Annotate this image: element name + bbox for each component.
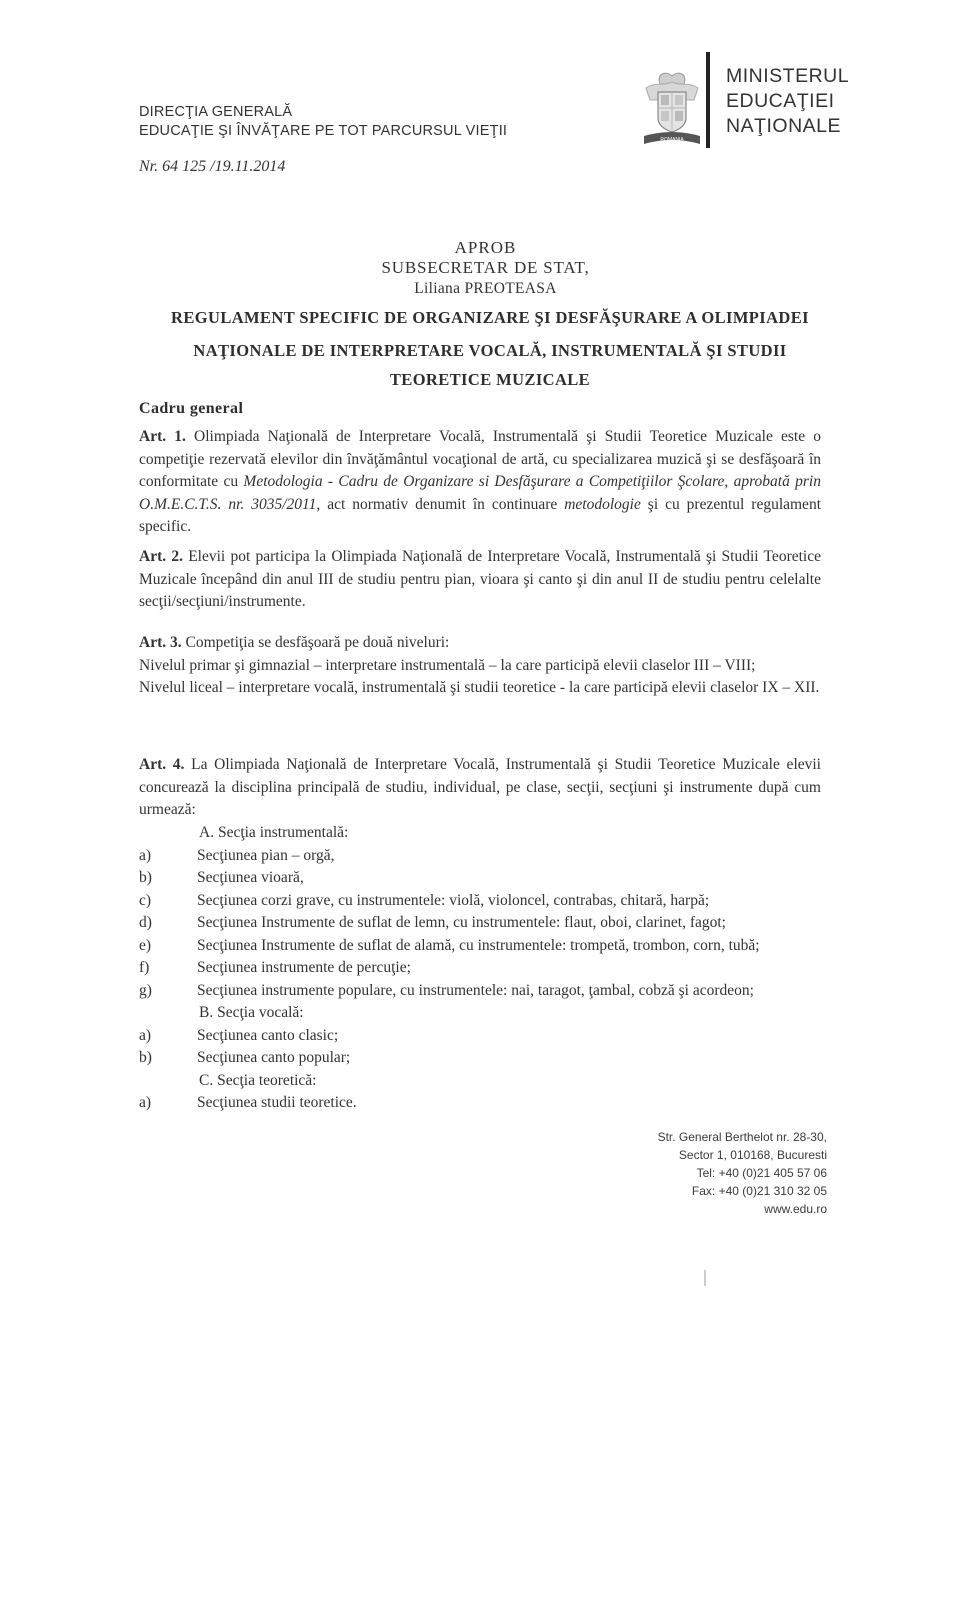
address-phone: Tel: +40 (0)21 405 57 06 bbox=[696, 1166, 827, 1180]
article-text: Elevii pot participa la Olimpiada Naţională de Interpretare Vocală, Instrumentală şi Studii Teoretice Muzicale începând din anul III de studiu pentru pian, vioara şi canto şi din anul II de studiu pentru celelalte secţii/secţiuni/instrumente. bbox=[139, 548, 821, 610]
list-item-label: d) bbox=[139, 914, 152, 931]
section-b-heading: B. Secţia vocală: bbox=[199, 1004, 304, 1021]
approval-title: SUBSECRETAR DE STAT, bbox=[381, 258, 590, 277]
list-item-text: Secţiunea vioară, bbox=[197, 869, 304, 886]
list-item bbox=[139, 867, 821, 890]
address-sector: Sector 1, 010168, Bucuresti bbox=[678, 1148, 827, 1162]
list-item bbox=[139, 1092, 821, 1115]
list-item-text: Secţiunea pian – orgă, bbox=[197, 846, 335, 864]
ministry-address bbox=[658, 1128, 827, 1218]
article-4 bbox=[139, 754, 821, 822]
article-2 bbox=[139, 546, 821, 614]
list-item-label: g) bbox=[139, 981, 152, 999]
article-text: , act normativ denumit în continuare bbox=[316, 495, 565, 513]
directorate-name bbox=[139, 103, 507, 141]
approval-signatory: Liliana PREOTEASA bbox=[414, 280, 557, 297]
list-item bbox=[139, 890, 821, 913]
article-label: Art. 1. bbox=[139, 428, 186, 445]
directorate-line-1: DIRECŢIA GENERALĂ bbox=[139, 104, 293, 120]
coat-of-arms-icon bbox=[640, 66, 704, 150]
address-street: Str. General Berthelot nr. 28-30, bbox=[657, 1130, 827, 1144]
article-label: Art. 2. bbox=[139, 548, 183, 565]
list-item-text: Secţiunea instrumente de percuţie; bbox=[197, 959, 411, 976]
list-item-text: Secţiunea Instrumente de suflat de alamă, cu instrumentele: trompetă, trombon, corn, tubă; bbox=[197, 936, 760, 954]
list-item-label: a) bbox=[139, 1026, 152, 1044]
list-item-label: b) bbox=[139, 1049, 152, 1066]
scan-mark bbox=[704, 1270, 706, 1286]
article-3 bbox=[139, 632, 821, 700]
article-text: La Olimpiada Naţională de Interpretare Vocală, Instrumentală şi Studii Teoretice Muzicale elevii concurează la disciplina principală de studiu, individual, pe clase, secţii, secţiuni şi instrumente după cum urmează: bbox=[139, 756, 821, 818]
list-item bbox=[139, 980, 821, 1003]
article-text: Olimpiada Naţională de Interpretare Vocală, Instrumentală şi Studii Teoretice Muzicale este o competiţie rezervată elevilor din învăţământul vocaţional de artă, cu specializarea muzică şi se desfăşoară în conformitate cu bbox=[139, 428, 821, 490]
ministry-line-3: NAŢIONALE bbox=[726, 115, 842, 137]
list-item-label: b) bbox=[139, 869, 152, 886]
section-heading: Cadru general bbox=[139, 400, 244, 417]
list-item bbox=[139, 1025, 821, 1048]
sections-list bbox=[139, 822, 821, 1115]
article-italic-text: Metodologia - Cadru de Organizare si Desfăşurare a Competiţiilor Şcolare, aprobată prin O.M.E.C.T.S. nr. 3035/2011 bbox=[139, 473, 821, 513]
section-a-heading: A. Secţia instrumentală: bbox=[199, 824, 349, 841]
list-item bbox=[139, 957, 821, 980]
level-primary: Nivelul primar şi gimnazial – interpretare instrumentală – la care participă elevii claselor III – VIII; bbox=[139, 656, 756, 674]
list-item-label: c) bbox=[139, 891, 152, 909]
list-item bbox=[139, 912, 821, 935]
list-item-text: Secţiunea studii teoretice. bbox=[197, 1094, 357, 1111]
document-title-line-2: NAŢIONALE DE INTERPRETARE VOCALĂ, INSTRUMENTALĂ ŞI STUDII bbox=[193, 341, 787, 360]
crest-banner-text: ROMANIA bbox=[660, 137, 684, 143]
address-website: www.edu.ro bbox=[764, 1202, 827, 1216]
list-item-label: e) bbox=[139, 936, 152, 954]
list-item bbox=[139, 935, 821, 958]
level-highschool: Nivelul liceal – interpretare vocală, instrumentală şi studii teoretice - la care participă elevii claselor IX – XII. bbox=[139, 679, 820, 696]
document-title-line-3: TEORETICE MUZICALE bbox=[389, 370, 591, 389]
list-item bbox=[139, 1047, 821, 1070]
list-item-text: Secţiunea Instrumente de suflat de lemn, cu instrumentele: flaut, oboi, clarinet, fagot; bbox=[197, 914, 726, 931]
directorate-line-2: EDUCAŢIE ŞI ÎNVĂŢARE PE TOT PARCURSUL VIEŢII bbox=[139, 123, 508, 139]
ministry-line-1: MINISTERUL bbox=[726, 65, 850, 87]
list-item bbox=[139, 845, 821, 868]
ministry-name bbox=[726, 64, 849, 139]
article-1 bbox=[139, 426, 821, 539]
list-item-text: Secţiunea corzi grave, cu instrumentele: violă, violoncel, contrabas, chitară, harpă; bbox=[197, 891, 710, 909]
article-italic-text: metodologie bbox=[564, 495, 641, 513]
article-text: şi cu prezentul regulament specific. bbox=[139, 495, 821, 535]
address-fax: Fax: +40 (0)21 310 32 05 bbox=[691, 1184, 827, 1198]
list-item-text: Secţiunea canto clasic; bbox=[197, 1026, 339, 1044]
section-c-heading: C. Secţia teoretică: bbox=[199, 1071, 317, 1089]
article-label: Art. 4. bbox=[139, 756, 185, 773]
document-number: Nr. 64 125 /19.11.2014 bbox=[139, 158, 286, 175]
article-label: Art. 3. bbox=[139, 634, 182, 651]
approval-heading: APROB bbox=[454, 238, 517, 257]
list-item-label: a) bbox=[139, 846, 152, 864]
article-text: Competiţia se desfăşoară pe două niveluri: bbox=[181, 634, 450, 651]
list-item-text: Secţiunea canto popular; bbox=[197, 1049, 351, 1066]
list-item-text: Secţiunea instrumente populare, cu instrumentele: nai, taragot, ţambal, cobză şi acordeon; bbox=[197, 981, 754, 999]
list-item-label: f) bbox=[139, 959, 150, 976]
document-title-line-1: REGULAMENT SPECIFIC DE ORGANIZARE ŞI DESFĂŞURARE A OLIMPIADEI bbox=[171, 308, 809, 327]
header-divider bbox=[706, 52, 710, 148]
list-item-label: a) bbox=[139, 1094, 152, 1111]
ministry-line-2: EDUCAŢIEI bbox=[726, 90, 835, 112]
